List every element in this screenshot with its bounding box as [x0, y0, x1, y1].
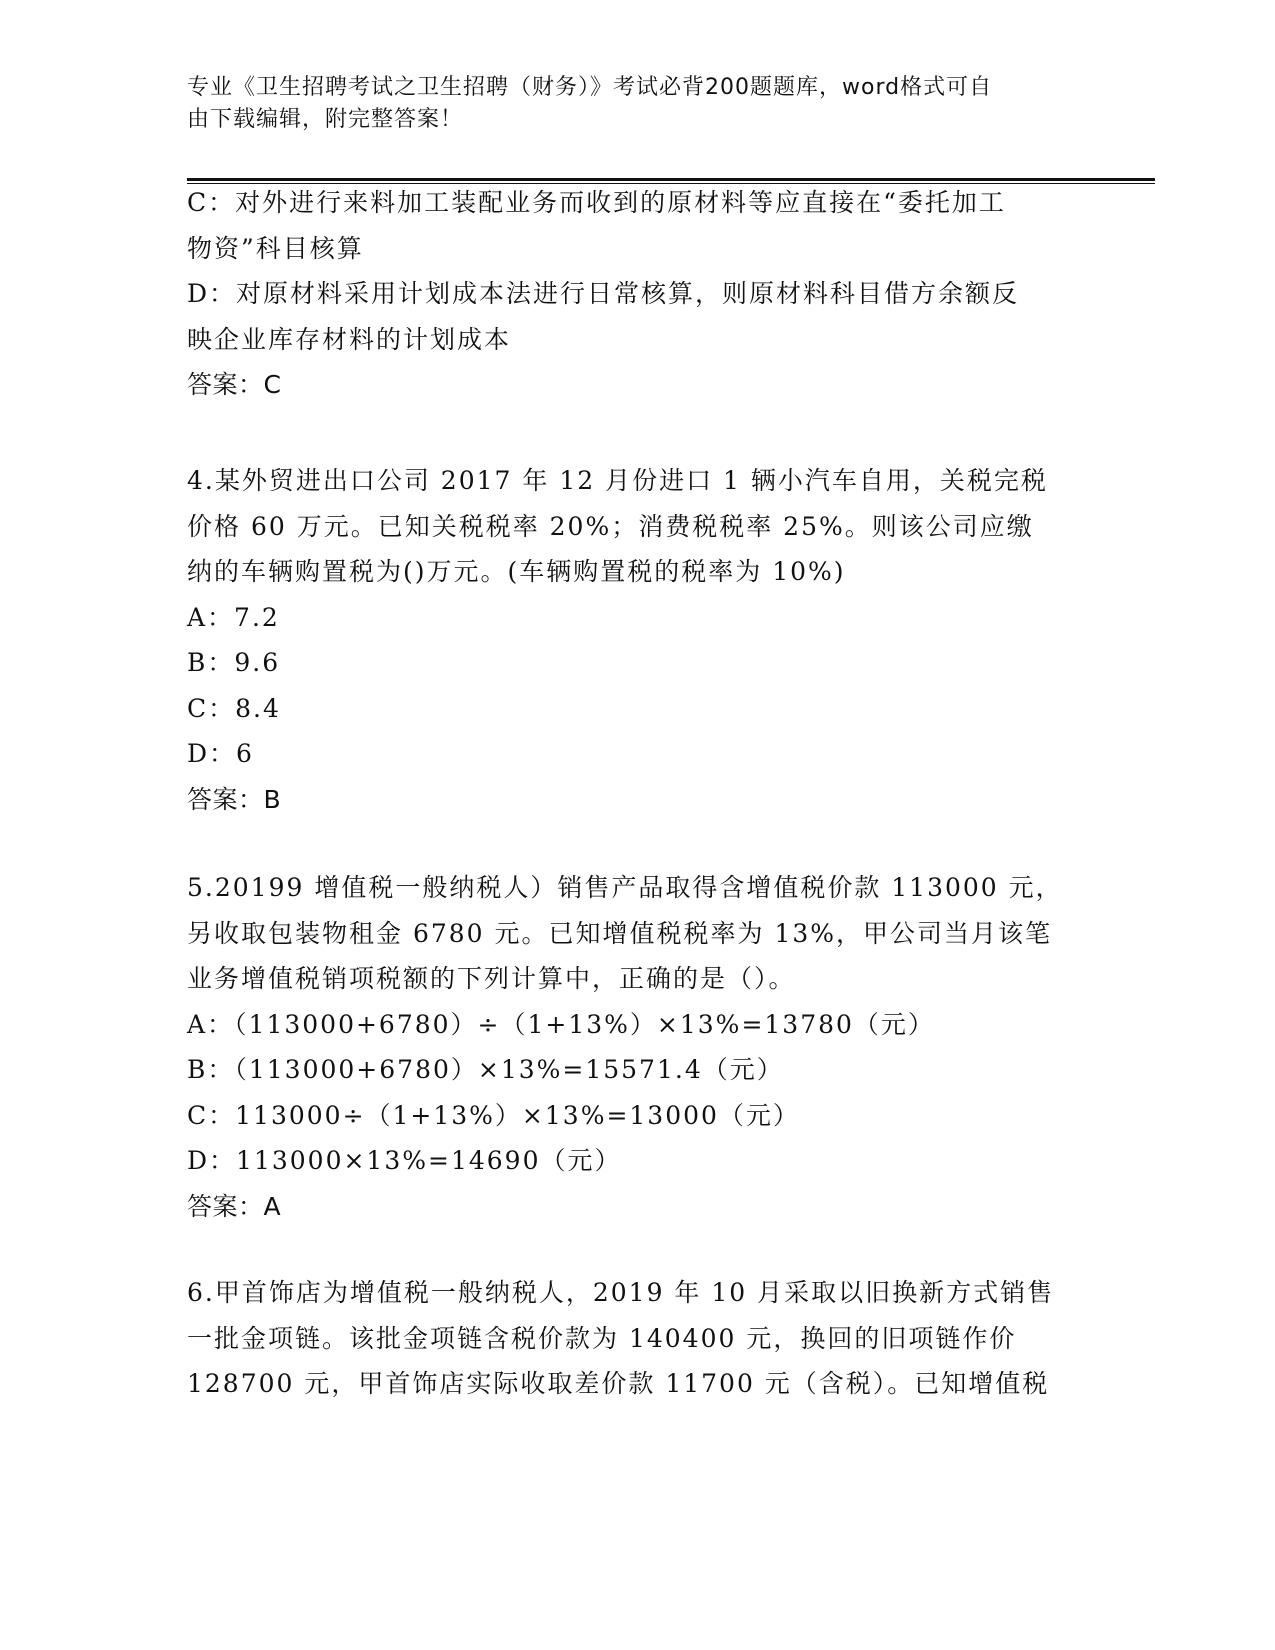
question-5-option-a: A：（113000+6780）÷（1+13%）×13%=13780（元）	[187, 1009, 935, 1039]
question-4-answer: 答案：B	[187, 784, 282, 814]
question-4-stem-line-1: 4.某外贸进出口公司 2017 年 12 月份进口 1 辆小汽车自用，关税完税	[187, 466, 1048, 495]
question-3-tail	[187, 180, 1087, 408]
document-header	[187, 72, 1067, 136]
question-5-option-c: C：113000÷（1+13%）×13%=13000（元）	[187, 1100, 800, 1130]
question-4	[187, 458, 1087, 822]
question-4-option-b: B：9.6	[187, 648, 281, 677]
header-title-line-2: 由下载编辑，附完整答案！	[187, 107, 464, 132]
question-4-stem-line-3: 纳的车辆购置税为()万元。(车辆购置税的税率为 10%)	[187, 557, 846, 586]
question-5	[187, 865, 1087, 1229]
question-6-stem-line-2: 一批金项链。该批金项链含税价款为 140400 元，换回的旧项链作价	[187, 1323, 1017, 1353]
header-title-line-1: 专业《卫生招聘考试之卫生招聘（财务）》考试必背200题题库，word格式可自	[187, 75, 993, 100]
question-3-answer: 答案：C	[187, 370, 282, 399]
question-4-option-d: D：6	[187, 739, 254, 768]
question-6-stem-line-1: 6.甲首饰店为增值税一般纳税人，2019 年 10 月采取以旧换新方式销售	[187, 1278, 1055, 1307]
question-6	[187, 1270, 1087, 1407]
question-3-option-c-line-2: 物资”科目核算	[187, 233, 364, 263]
question-5-stem-line-3: 业务增值税销项税额的下列计算中，正确的是（）。	[187, 964, 796, 993]
question-4-stem-line-2: 价格 60 万元。已知关税税率 20%；消费税税率 25%。则该公司应缴	[187, 511, 1034, 541]
question-6-stem-line-3: 128700 元，甲首饰店实际收取差价款 11700 元（含税）。已知增值税	[187, 1369, 1050, 1398]
question-5-option-b: B：（113000+6780）×13%=15571.4（元）	[187, 1055, 784, 1084]
question-5-stem-line-2: 另收取包装物租金 6780 元。已知增值税税率为 13%，甲公司当月该笔	[187, 918, 1053, 948]
question-5-answer: 答案：A	[187, 1191, 282, 1221]
question-3-option-d-line-1: D：对原材料采用计划成本法进行日常核算，则原材料科目借方余额反	[187, 279, 1020, 308]
question-4-option-c: C：8.4	[187, 693, 281, 723]
question-4-option-a: A：7.2	[187, 602, 280, 632]
question-3-option-d-line-2: 映企业库存材料的计划成本	[187, 324, 512, 354]
question-5-stem-line-1: 5.20199 增值税一般纳税人）销售产品取得含增值税价款 113000 元，	[187, 873, 1063, 902]
question-5-option-d: D：113000×13%=14690（元）	[187, 1146, 622, 1175]
question-3-option-c-line-1: C：对外进行来料加工装配业务而收到的原材料等应直接在“委托加工	[187, 188, 1006, 217]
